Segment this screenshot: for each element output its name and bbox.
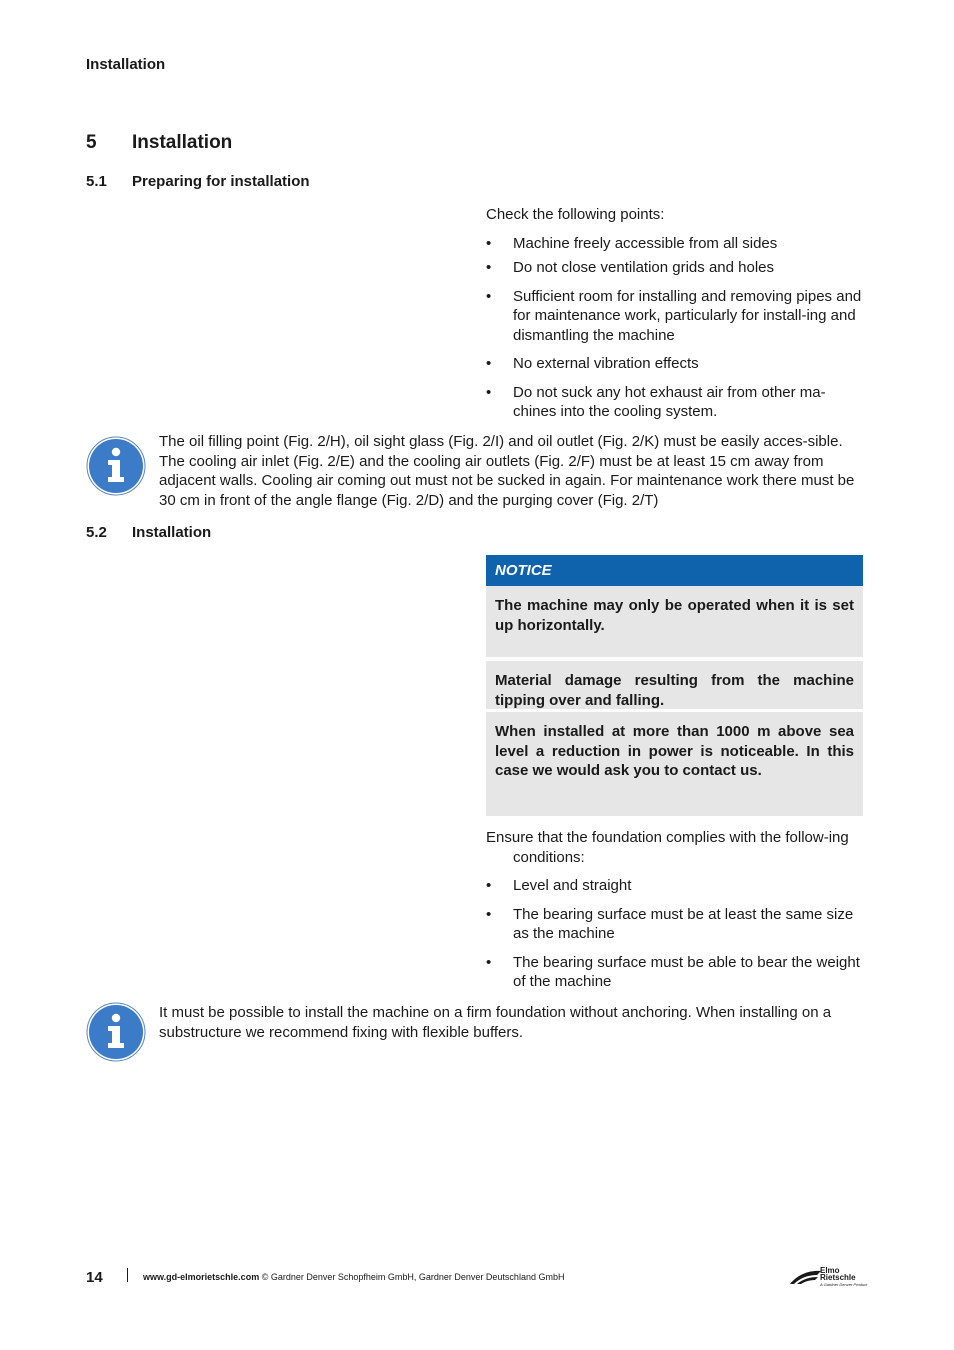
subsection-number: 5.1 bbox=[86, 173, 107, 190]
footer-copyright bbox=[143, 1272, 564, 1282]
subsection-heading-5-2 bbox=[86, 524, 211, 541]
notice-label: NOTICE bbox=[486, 555, 863, 586]
list-item: • Do not suck any hot exhaust air from other ma-chines into the cooling system. bbox=[486, 383, 864, 422]
list-item: • The bearing surface must be able to bear the weight of the machine bbox=[486, 953, 864, 992]
foundation-intro: Ensure that the foundation complies with the follow-ing conditions: bbox=[486, 829, 849, 866]
list-item: • Level and straight bbox=[486, 876, 864, 896]
list-item: • Sufficient room for installing and removing pipes and for maintenance work, particularly for install-ing and dismantling the machine bbox=[486, 287, 864, 346]
checklist-block bbox=[486, 205, 864, 431]
list-item: • No external vibration effects bbox=[486, 354, 864, 374]
notice-message-horizontal: The machine may only be operated when it is set up horizontally. bbox=[486, 586, 863, 657]
logo-tagline: A Gardner Denver Product bbox=[820, 1282, 868, 1287]
running-header: Installation bbox=[86, 56, 166, 73]
logo-swoosh-icon bbox=[788, 1266, 822, 1288]
notice-message-damage: Material damage resulting from the machine tipping over and falling. bbox=[486, 661, 863, 709]
elmo-rietschle-logo bbox=[788, 1266, 868, 1288]
list-item: • The bearing surface must be at least the same size as the machine bbox=[486, 905, 864, 944]
section-heading bbox=[86, 132, 232, 154]
info-circle-icon bbox=[86, 1002, 146, 1062]
subsection-title: Installation bbox=[132, 524, 212, 541]
list-item: • Machine freely accessible from all sides bbox=[486, 234, 864, 254]
footer-copyright-text: © Gardner Denver Schopfheim GmbH, Gardner Denver Deutschland GmbH bbox=[259, 1272, 565, 1282]
logo-text-rietschle: Rietschle bbox=[820, 1273, 856, 1282]
checklist-intro: Check the following points: bbox=[486, 206, 665, 223]
subsection-heading-5-1 bbox=[86, 173, 310, 190]
notice-box bbox=[486, 555, 863, 816]
foundation-conditions bbox=[486, 876, 864, 992]
list-item: • Do not close ventilation grids and holes bbox=[486, 258, 864, 278]
section-number: 5 bbox=[86, 132, 97, 153]
info-note-foundation: It must be possible to install the machine on a firm foundation without anchoring. When installing on a substructure we recommend fixing with flexible buffers. bbox=[159, 1004, 832, 1041]
section-title: Installation bbox=[132, 132, 233, 153]
info-note-clearances: The oil filling point (Fig. 2/H), oil sight glass (Fig. 2/I) and oil outlet (Fig. 2/K) must be easily acces-sible. The cooling air inlet (Fig. 2/E) and the cooling air outlets (Fig. 2/F) must be at least 15 cm away from adjacent walls. Cooling air coming out must not be sucked in again. For maintenance work there must be 30 cm in front of the angle flange (Fig. 2/D) and the purging cover (Fig. 2/T) bbox=[159, 433, 855, 509]
checklist bbox=[486, 234, 864, 422]
page-number: 14 bbox=[86, 1269, 103, 1286]
footer-divider bbox=[127, 1268, 128, 1282]
notice-message-altitude: When installed at more than 1000 m above sea level a reduction in power is noticeable. In this case we would ask you to contact us. bbox=[486, 712, 863, 816]
foundation-block bbox=[486, 828, 864, 1001]
subsection-number: 5.2 bbox=[86, 524, 107, 541]
footer-website-link[interactable]: www.gd-elmorietschle.com bbox=[143, 1272, 260, 1282]
subsection-title: Preparing for installation bbox=[132, 173, 310, 190]
info-circle-icon bbox=[86, 436, 146, 496]
logo-text-elmo: Elmo bbox=[820, 1266, 840, 1275]
